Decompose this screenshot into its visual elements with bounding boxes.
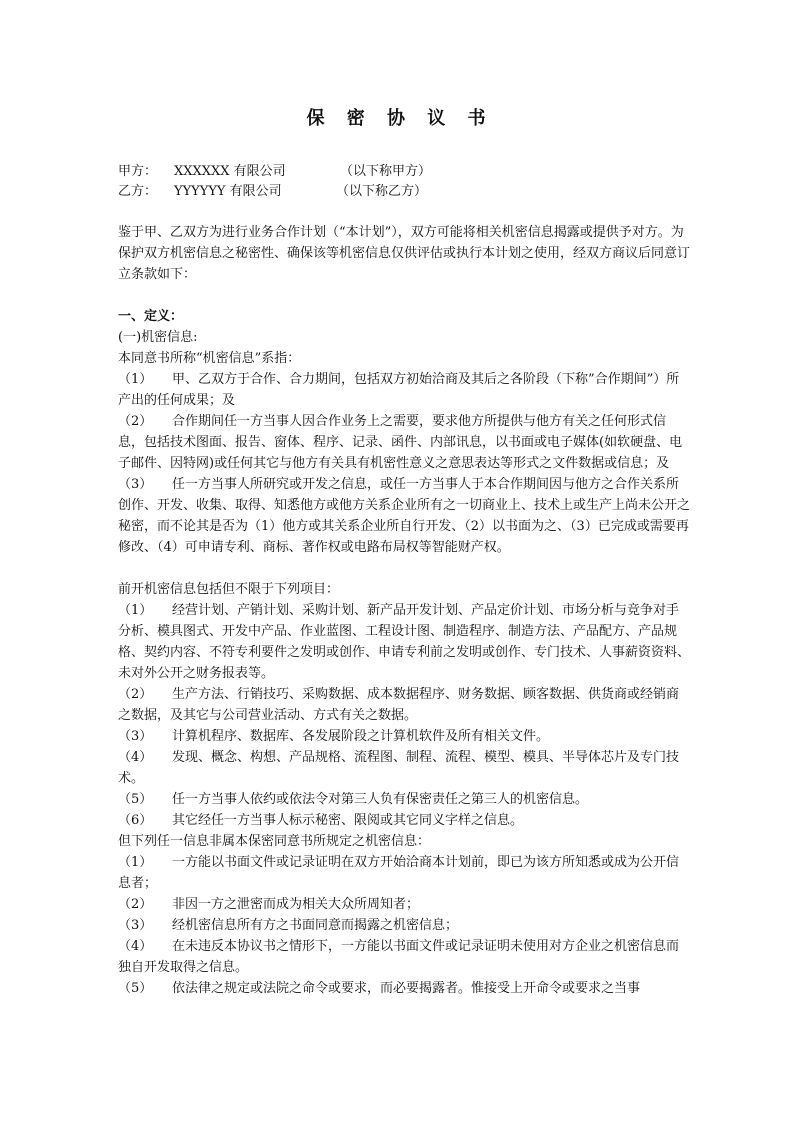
document-title: 保 密 协 议 书 [306,108,494,129]
exclusion-item: （3） 经机密信息所有方之书面同意而揭露之机密信息； [118,918,459,933]
list-item: （6） 其它经任一方当事人标示秘密、限阅或其它同义字样之信息。 [118,813,524,828]
party-b-name: YYYYYY 有限公司 [174,184,282,199]
section-heading: 一、定义： [118,309,184,324]
list-item: （3） 计算机程序、数据库、各发展阶段之计算机软件及所有相关文件。 [118,729,550,744]
definition-lead: 本同意书所称“机密信息”系指： [118,351,301,366]
party-a-label: 甲方： [118,164,158,179]
party-b-line [118,181,428,203]
exclusion-item: （5） 依法律之规定或法院之命令或要求，而必要揭露者。惟接受上开命令或要求之当事 [118,981,641,996]
definition-item: （3） 任一方当事人所研究或开发之信息，或任一方当事人于本合作期间因与他方之合作关系所创作、开发、收集、取得、知悉他方或他方关系企业所有之一切商业上、技术上或生产上尚未公开之秘密，而不论其是否为（1）他方或其关系企业所自行开发、（2）以书面为之、（3）已完成或需要再修改、（4）可申请专利、商标、著作权或电路布局权等智能财产权。 [118,477,691,555]
exclusion-item: （4） 在未违反本协议书之情形下，一方能以书面文件或记录证明未使用对方企业之机密信息而独自开发取得之信息。 [118,939,680,975]
list-lead: 前开机密信息包括但不限于下列项目： [118,582,340,597]
exclusion-lead: 但下列任一信息非属本保密同意书所规定之机密信息： [118,834,431,849]
party-b-label: 乙方： [118,184,158,199]
party-b-note: （以下称乙方） [336,184,428,199]
exclusion-item: （1） 一方能以书面文件或记录证明在双方开始洽商本计划前，即已为该方所知悉或成为公开信息者； [118,855,680,891]
list-item: （5） 任一方当事人依约或依法令对第三人负有保密责任之第三人的机密信息。 [118,792,589,807]
party-a-note: （以下称甲方） [340,164,432,179]
list-item: （1） 经营计划、产销计划、采购计划、新产品开发计划、产品定价计划、市场分析与竞争对手分析、模具图式、开发中产品、作业蓝图、工程设计图、制造程序、制造方法、产品配方、产品规格、契约内容、不符专利要件之发明或创作、申请专利前之发明或创作、专门技术、人事薪资资料、未对外公开之财务报表等。 [118,603,691,681]
subsection-heading: (一)机密信息: [118,330,198,345]
list-item: （4） 发现、概念、构想、产品规格、流程图、制程、流程、模型、模具、半导体芯片及专门技术。 [118,750,680,786]
definition-item: （1） 甲、乙双方于合作、合力期间，包括双方初始洽商及其后之各阶段（下称”合作期间”）所产出的任何成果；及 [118,372,680,408]
document-body [118,222,690,999]
definition-item: （2） 合作期间任一方当事人因合作业务上之需要，要求他方所提供与他方有关之任何形式信息，包括技术图面、报告、窗体、程序、记录、函件、内部讯息，以书面或电子媒体(如软硬盘、电子邮件、因特网)或任何其它与他方有关具有机密性意义之意思表达等形式之文件数据或信息；及 [118,414,683,471]
list-item: （2） 生产方法、行销技巧、采购数据、成本数据程序、财务数据、顾客数据、供货商或经销商之数据，及其它与公司营业活动、方式有关之数据。 [118,687,680,723]
exclusion-item: （2） 非因一方之泄密而成为相关大众所周知者； [118,897,420,912]
party-a-name: XXXXXX 有限公司 [174,164,286,179]
intro-paragraph: 鉴于甲、乙双方为进行业务合作计划（“本计划”），双方可能将相关机密信息揭露或提供予对方。为保护双方机密信息之秘密性、确保该等机密信息仅供评估或执行本计划之使用，经双方商议后同意订立条款如下： [118,225,691,282]
party-a-line [118,161,432,183]
